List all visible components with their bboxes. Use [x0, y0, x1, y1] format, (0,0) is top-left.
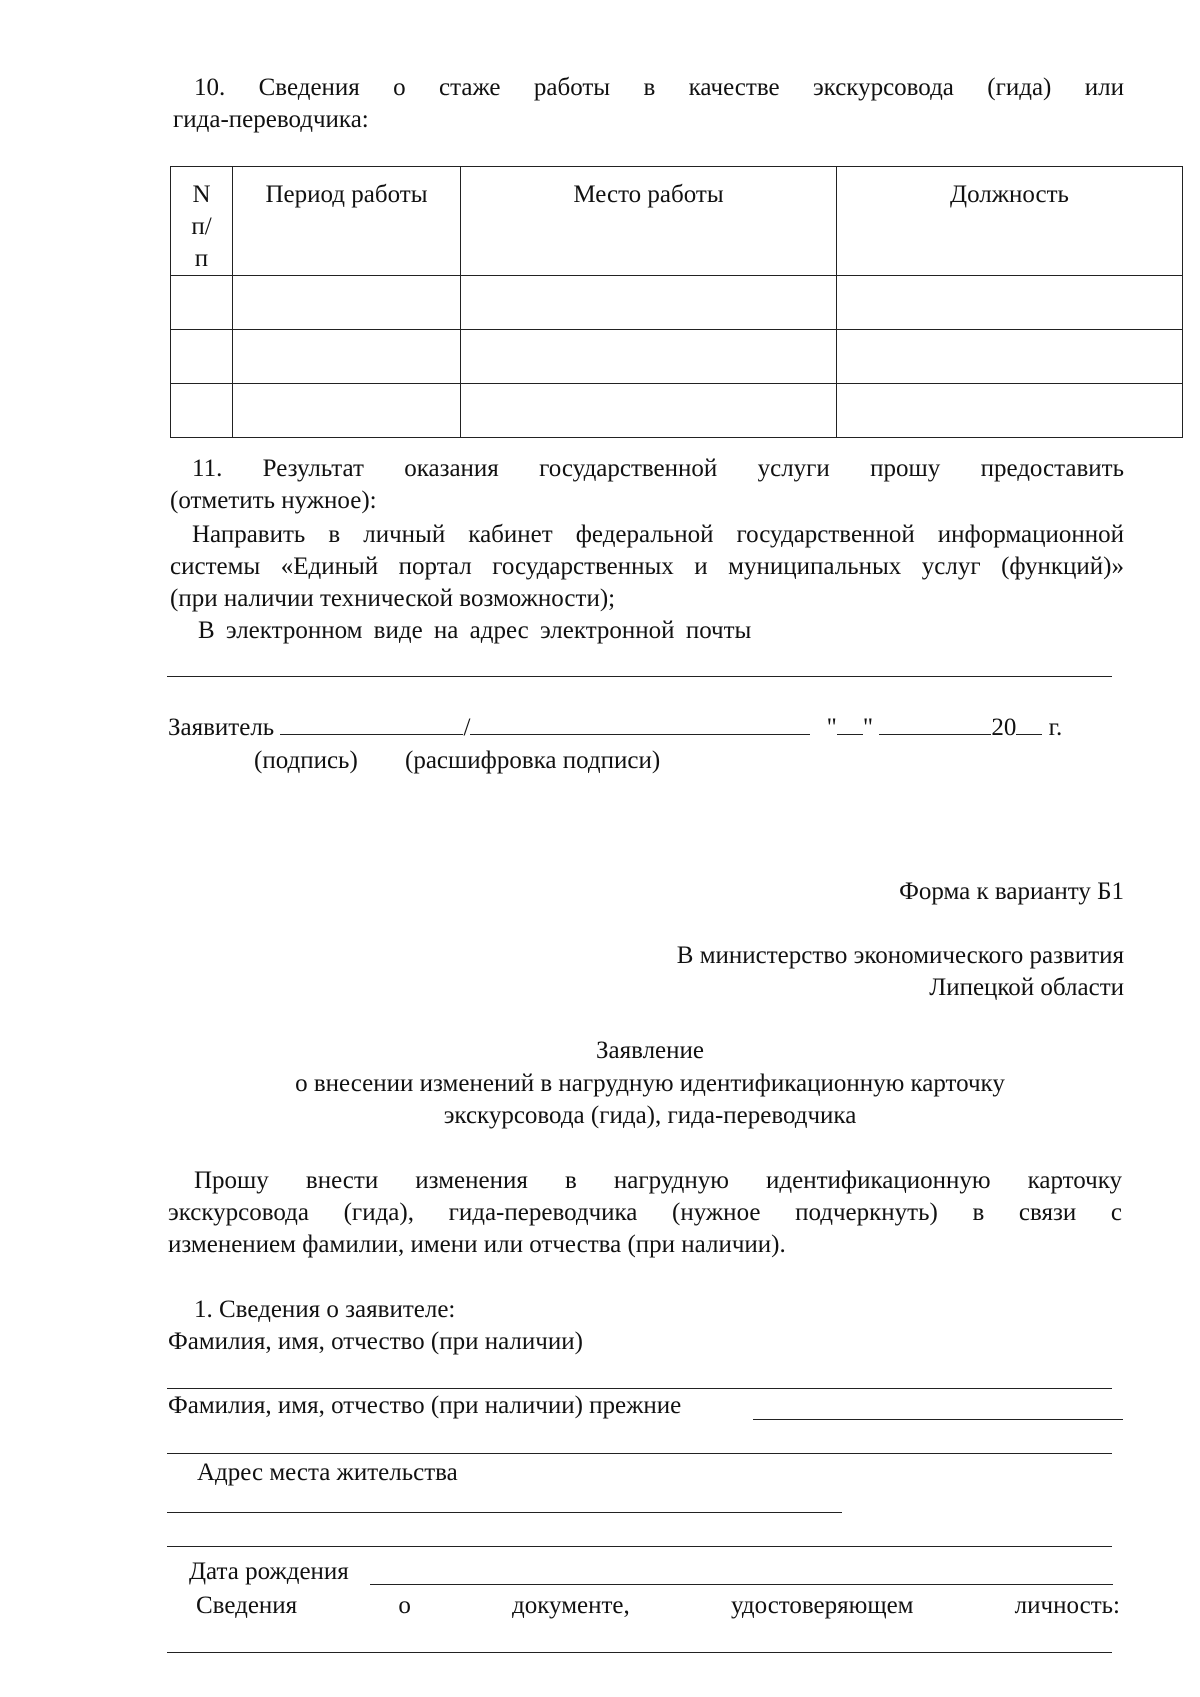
section11-line1: 11. Результат оказания государственной услуги прошу предоставить: [192, 455, 1124, 482]
signature-decode-field[interactable]: [470, 710, 810, 735]
fio-line[interactable]: [167, 1388, 1112, 1389]
doc-word: личность:: [1014, 1592, 1120, 1619]
birth-label: Дата рождения: [189, 1558, 349, 1585]
section10-line1: 10. Сведения о стаже работы в качестве экскурсовода (гида) или: [194, 74, 1124, 101]
addressee-line1: В министерство экономического развития: [676, 942, 1124, 969]
addressee-line2: Липецкой области: [929, 974, 1124, 1001]
table-cell[interactable]: [461, 384, 837, 438]
col-header-place: Место работы: [461, 167, 837, 276]
table-cell[interactable]: [837, 276, 1183, 330]
signature-slash: /: [463, 714, 471, 741]
option-cabinet-line3: (при наличии технической возможности);: [170, 585, 616, 612]
doc-word: документе,: [512, 1592, 630, 1619]
fio-prev-label: Фамилия, имя, отчество (при наличии) прежние: [168, 1392, 682, 1419]
table-row: [171, 384, 1183, 438]
date-year-prefix: 20: [991, 714, 1017, 741]
document-subtitle-line2: экскурсовода (гида), гида-переводчика: [443, 1102, 857, 1129]
fio-prev-line[interactable]: [753, 1419, 1123, 1420]
form-variant-label: Форма к варианту Б1: [899, 878, 1124, 905]
date-year-field[interactable]: [1016, 710, 1042, 735]
col-header-position: Должность: [837, 167, 1183, 276]
date-month-field[interactable]: [879, 710, 991, 735]
signature-field[interactable]: [280, 710, 463, 735]
table-cell[interactable]: [233, 276, 461, 330]
table-cell[interactable]: [233, 384, 461, 438]
table-header-row: [171, 167, 1183, 276]
table-cell[interactable]: [171, 384, 233, 438]
applicant-heading: 1. Сведения о заявителе:: [194, 1296, 456, 1323]
fio-prev-line2[interactable]: [167, 1453, 1112, 1454]
experience-table: [170, 166, 1183, 438]
fio-label: Фамилия, имя, отчество (при наличии): [168, 1328, 583, 1355]
caption-decode: (расшифровка подписи): [405, 747, 661, 774]
address-line2[interactable]: [167, 1546, 1112, 1547]
section10-line2: гида-переводчика:: [173, 106, 369, 133]
caption-signature: (подпись): [254, 747, 358, 774]
body-line2: экскурсовода (гида), гида-переводчика (нужное подчеркнуть) в связи с: [168, 1199, 1122, 1226]
table-cell[interactable]: [461, 330, 837, 384]
document-subtitle-line1: о внесении изменений в нагрудную идентификационную карточку: [295, 1070, 1005, 1097]
option-cabinet-line2: системы «Единый портал государственных и муниципальных услуг (функций)»: [170, 553, 1124, 580]
address-line1[interactable]: [167, 1512, 842, 1513]
document-title: Заявление: [595, 1037, 705, 1064]
option-cabinet-line1[interactable]: Направить в личный кабинет федеральной государственной информационной: [192, 521, 1124, 548]
birth-line[interactable]: [370, 1584, 1113, 1585]
body-line3: изменением фамилии, имени или отчества (при наличии).: [168, 1231, 786, 1258]
doc-word: о: [398, 1592, 411, 1619]
col-header-period: Период работы: [233, 167, 461, 276]
col-header-number: N п/п: [171, 167, 233, 276]
date-quote-close: ": [862, 714, 874, 741]
signature-row: [168, 710, 1062, 744]
doc-word: Сведения: [196, 1592, 298, 1619]
date-quote-open: ": [826, 714, 837, 741]
table-cell[interactable]: [233, 330, 461, 384]
table-row: [171, 330, 1183, 384]
date-year-suffix: г.: [1048, 714, 1063, 741]
section11-line2: (отметить нужное):: [170, 487, 377, 514]
document-info-row: [196, 1590, 1120, 1622]
option-email[interactable]: В электронном виде на адрес электронной почты: [198, 617, 752, 644]
doc-word: удостоверяющем: [730, 1592, 914, 1619]
table-cell[interactable]: [837, 330, 1183, 384]
table-cell[interactable]: [171, 330, 233, 384]
date-day-field[interactable]: [837, 710, 863, 735]
applicant-label: Заявитель: [168, 714, 275, 741]
table-row: [171, 276, 1183, 330]
document-info-line[interactable]: [167, 1652, 1112, 1653]
table-cell[interactable]: [171, 276, 233, 330]
body-line1: Прошу внести изменения в нагрудную идентификационную карточку: [194, 1167, 1122, 1194]
email-line[interactable]: [167, 676, 1112, 677]
address-label: Адрес места жительства: [197, 1459, 458, 1486]
table-cell[interactable]: [837, 384, 1183, 438]
table-cell[interactable]: [461, 276, 837, 330]
